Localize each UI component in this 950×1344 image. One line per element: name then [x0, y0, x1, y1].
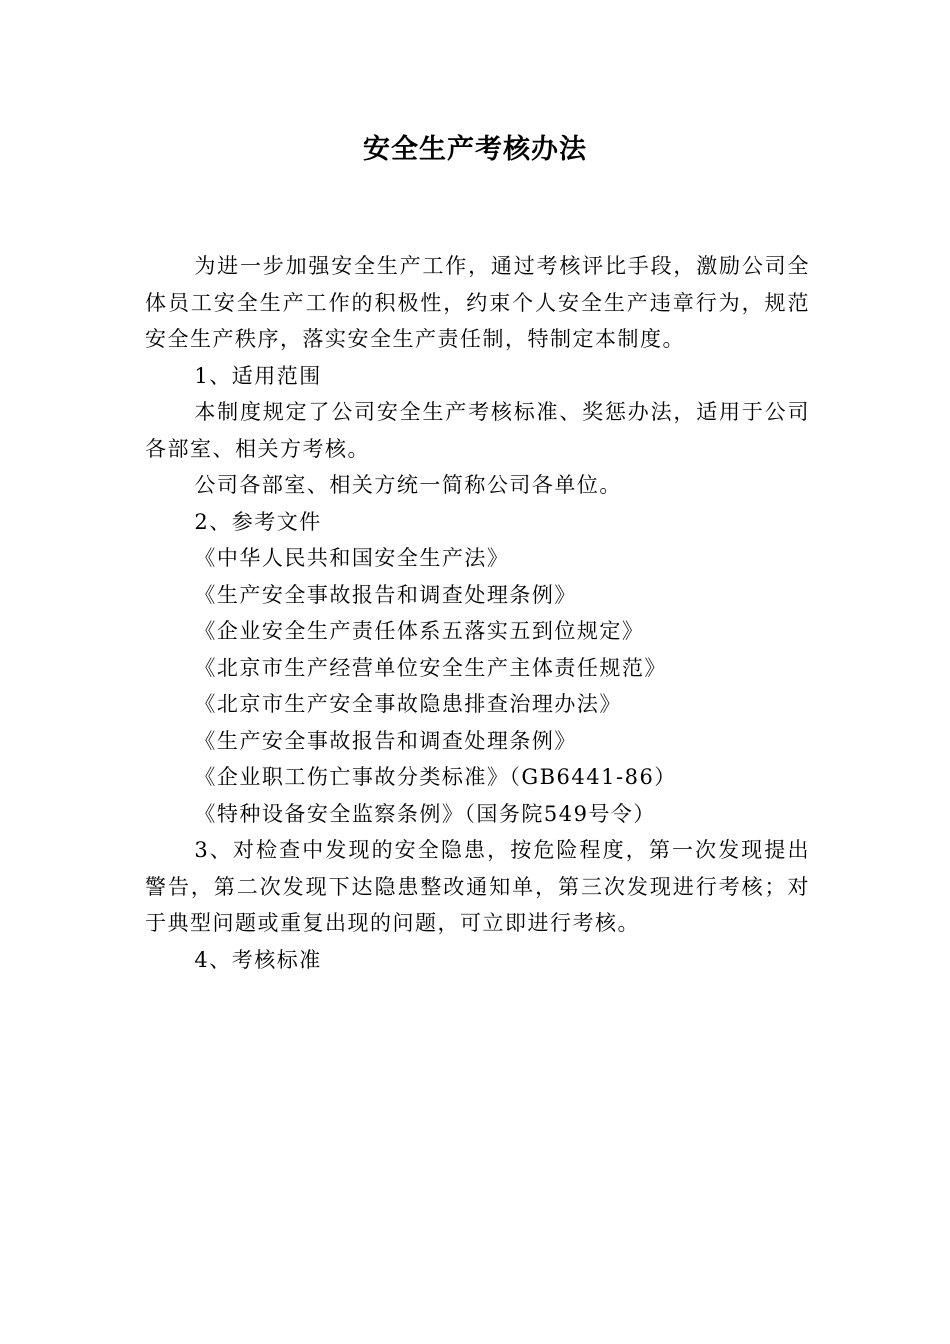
section-3-paragraph: 3、对检查中发现的安全隐患，按危险程度，第一次发现提出警告，第二次发现下达隐患整改通知单，第三次发现进行考核；对于典型问题或重复出现的问题，可立即进行考核。: [145, 838, 810, 935]
reference-item: 《中华人民共和国安全生产法》: [194, 546, 510, 570]
section-1-paragraph-2: 公司各部室、相关方统一简称公司各单位。: [194, 473, 622, 497]
reference-item: 《生产安全事故报告和调查处理条例》: [194, 728, 577, 753]
section-1-paragraph-1: 本制度规定了公司安全生产考核标准、奖惩办法，适用于公司各部室、相关方考核。: [145, 400, 810, 461]
reference-item: 《北京市生产安全事故隐患排查治理办法》: [194, 692, 622, 716]
reference-item: 《企业职工伤亡事故分类标准》（GB6441-86）: [194, 765, 677, 789]
section-1-heading: 1、适用范围: [194, 363, 322, 388]
section-4-heading: 4、考核标准: [194, 947, 322, 972]
page-title: 安全生产考核办法: [363, 134, 587, 165]
reference-item: 《特种设备安全监察条例》（国务院549号令）: [194, 801, 656, 826]
reference-item: 《企业安全生产责任体系五落实五到位规定》: [194, 619, 645, 643]
intro-paragraph: 为进一步加强安全生产工作，通过考核评比手段，激励公司全体员工安全生产工作的积极性，约束个人安全生产违章行为，规范安全生产秩序，落实安全生产责任制，特制定本制度。: [145, 254, 810, 351]
section-2-heading: 2、参考文件: [194, 509, 322, 534]
reference-item: 《北京市生产经营单位安全生产主体责任规范》: [194, 655, 667, 680]
reference-item: 《生产安全事故报告和调查处理条例》: [194, 582, 577, 607]
document-body: [145, 248, 810, 978]
